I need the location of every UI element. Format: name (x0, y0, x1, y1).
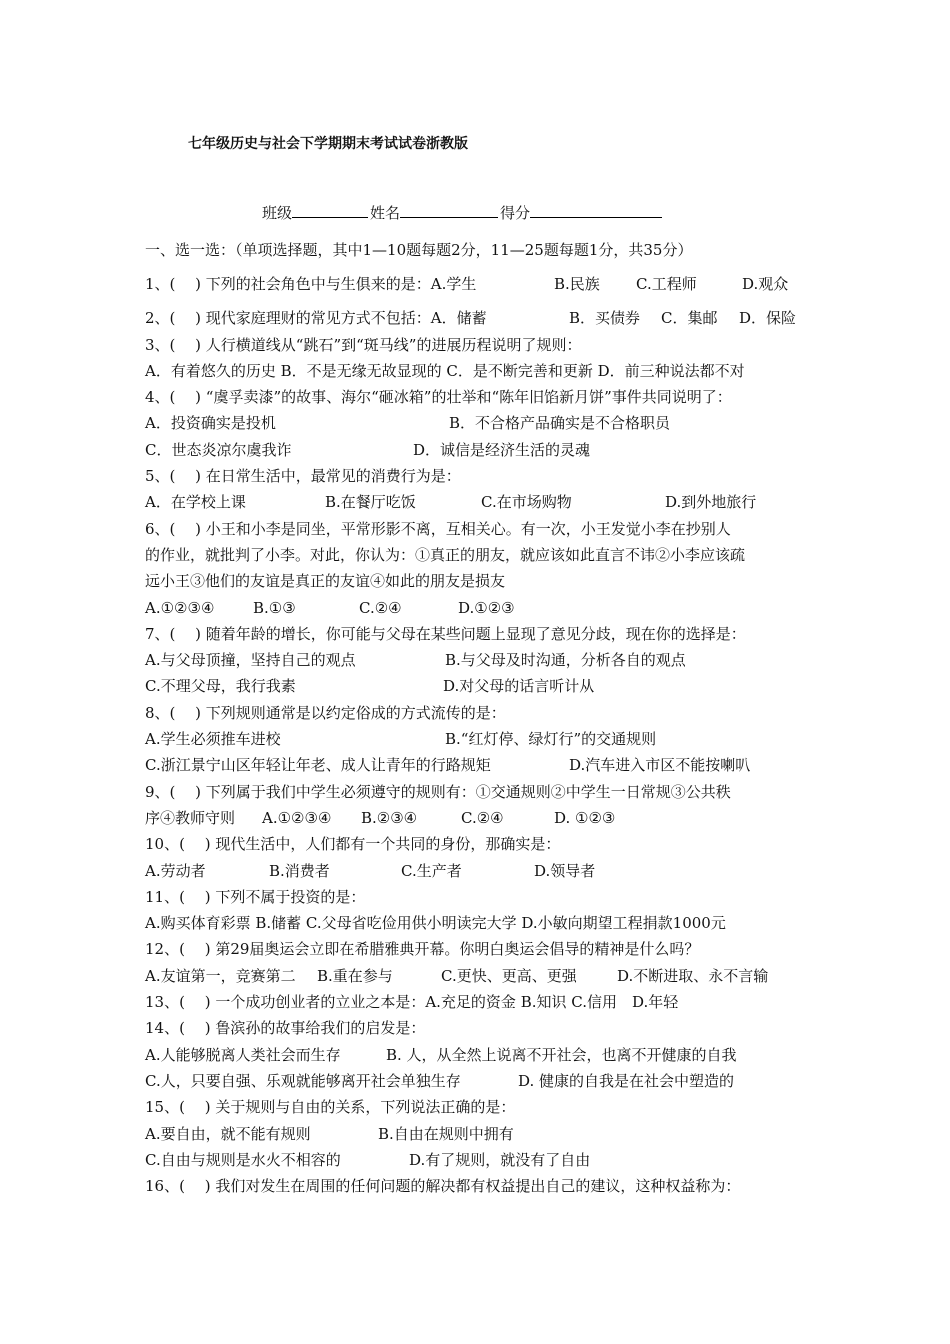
answer-option: D．诚信是经济生活的灵魂 (413, 440, 591, 459)
answer-option: D. 健康的自我是在社会中塑造的 (518, 1071, 735, 1090)
question-line (145, 384, 825, 410)
question-text: 9、( ) 下列属于我们中学生必须遵守的规则有：①交通规则②中学生一日常规③公共秩 (145, 782, 731, 801)
question-line (145, 779, 825, 805)
question-line (145, 963, 825, 989)
question-line (145, 673, 825, 699)
question-line (145, 989, 825, 1015)
question-line (145, 647, 825, 673)
answer-option: B.消费者 (269, 861, 330, 880)
question-line (145, 1068, 825, 1094)
answer-option: D.领导者 (534, 861, 596, 880)
question-text: A．在学校上课 (145, 493, 246, 512)
question-text: A．有着悠久的历史 B．不是无缘无故显现的 C．是不断完善和更新 D．前三种说法都不对 (145, 361, 745, 380)
question-line (145, 752, 825, 778)
question-line (145, 489, 825, 515)
question-line (145, 410, 825, 436)
question-line (145, 516, 825, 542)
question-text: C.人，只要自强、乐观就能够离开社会单独生存 (145, 1071, 461, 1090)
answer-option: B.②③④ (361, 808, 418, 827)
answer-option: D.观众 (742, 275, 789, 293)
answer-option: B. 人，从全然上说离不开社会，也离不开健康的自我 (386, 1045, 737, 1064)
answer-option: B.自由在规则中拥有 (378, 1124, 514, 1143)
question-text: A．投资确实是投机 (145, 414, 276, 433)
question-text: C．世态炎凉尔虞我诈 (145, 440, 292, 459)
question-line (145, 884, 825, 910)
question-line (145, 542, 825, 568)
question-list (145, 271, 825, 1199)
answer-option: C.生产者 (401, 861, 462, 880)
answer-option: C.工程师 (636, 275, 697, 293)
answer-option: C.在市场购物 (481, 493, 572, 512)
question-line (145, 1147, 825, 1173)
question-line (145, 305, 825, 331)
question-text: 14、( ) 鲁滨孙的故事给我们的启发是： (145, 1019, 426, 1038)
question-line (145, 700, 825, 726)
question-text: 3、( ) 人行横道线从“跳石”到“斑马线”的进展历程说明了规则： (145, 335, 582, 354)
class-label: 班级 (262, 204, 293, 222)
question-line (145, 831, 825, 857)
question-text: C.浙江景宁山区年轻让年老、成人让青年的行路规矩 (145, 756, 491, 775)
question-text: 7、( ) 随着年龄的增长，你可能与父母在某些问题上显现了意见分歧，现在你的选择是： (145, 624, 746, 643)
question-line (145, 910, 825, 936)
question-line (145, 463, 825, 489)
question-line (145, 726, 825, 752)
question-line (145, 805, 825, 831)
answer-option: B．买债券 (569, 309, 641, 328)
question-line (145, 1094, 825, 1120)
question-text: 4、( ) “虞孚卖漆”的故事、海尔“砸冰箱”的壮举和“陈年旧馅新月饼”事件共同说明了： (145, 388, 732, 407)
question-line (145, 1173, 825, 1199)
answer-option: C．集邮 (661, 309, 718, 328)
question-line (145, 858, 825, 884)
answer-option: A.①②③④ (262, 808, 332, 827)
answer-option: B.在餐厅吃饭 (325, 493, 416, 512)
name-blank[interactable] (400, 201, 498, 218)
question-text: 15、( ) 关于规则与自由的关系，下列说法正确的是： (145, 1098, 516, 1117)
question-text: A.要自由，就不能有规则 (145, 1124, 311, 1143)
question-line (145, 1121, 825, 1147)
question-line (145, 1042, 825, 1068)
answer-option: D．保险 (739, 309, 797, 328)
question-text: A.友谊第一，竞赛第二 (145, 966, 296, 985)
question-text: A.劳动者 (145, 861, 206, 880)
question-line (145, 271, 825, 297)
answer-option: B．不合格产品确实是不合格职员 (449, 414, 671, 433)
question-line (145, 332, 825, 358)
section-heading: 一、选一选：（单项选择题，其中1—10题每题2分，11—25题每题1分，共35分） (145, 241, 693, 259)
question-text: 8、( ) 下列规则通常是以约定俗成的方式流传的是： (145, 703, 506, 722)
name-label: 姓名 (370, 204, 401, 222)
answer-option: D.汽车进入市区不能按喇叭 (569, 756, 751, 775)
question-text: 6、( ) 小王和小李是同坐，平常形影不离，互相关心。有一次，小王发觉小李在抄别人 (145, 519, 731, 538)
answer-option: C.更快、更高、更强 (441, 966, 577, 985)
answer-option: B.“红灯停、绿灯行”的交通规则 (445, 730, 657, 749)
question-text: 的作业，就批判了小李。对此，你认为：①真正的朋友，就应该如此直言不讳②小李应该疏 (145, 545, 746, 564)
question-text: A.学生必须推车进校 (145, 730, 281, 749)
question-line (145, 621, 825, 647)
answer-option: B.重在参与 (317, 966, 393, 985)
answer-option: D. ①②③ (554, 808, 616, 827)
question-text: 序④教师守则 (145, 808, 236, 827)
answer-option: C.②④ (359, 598, 402, 617)
answer-option: B.①③ (253, 598, 296, 617)
question-line (145, 595, 825, 621)
answer-option: D.对父母的话言听计从 (443, 677, 595, 696)
score-blank[interactable] (530, 201, 662, 218)
question-text: 11、( ) 下列不属于投资的是： (145, 887, 366, 906)
question-text: 远小王③他们的友谊是真正的友谊④如此的朋友是损友 (145, 572, 506, 591)
question-line (145, 1015, 825, 1041)
question-text: 1、( ) 下列的社会角色中与生俱来的是：A.学生 (145, 275, 477, 293)
question-text: 16、( ) 我们对发生在周围的任何问题的解决都有权益提出自己的建议，这种权益称为： (145, 1177, 741, 1196)
answer-option: D.到外地旅行 (665, 493, 757, 512)
question-text: 5、( ) 在日常生活中，最常见的消费行为是： (145, 467, 461, 486)
question-line (145, 936, 825, 962)
exam-title: 七年级历史与社会下学期期末考试试卷浙教版 (188, 136, 468, 152)
answer-option: D.①②③ (458, 598, 515, 617)
class-blank[interactable] (292, 201, 368, 218)
question-text: 2、( ) 现代家庭理财的常见方式不包括：A．储蓄 (145, 309, 487, 328)
question-line (145, 437, 825, 463)
answer-option: D.不断进取、永不言输 (617, 966, 769, 985)
question-line (145, 568, 825, 594)
question-text: A.与父母顶撞，坚持自己的观点 (145, 651, 356, 670)
score-label: 得分 (500, 204, 531, 222)
answer-option: B.民族 (554, 275, 600, 293)
question-text: 13、( ) 一个成功创业者的立业之本是：A.充足的资金 B.知识 C.信用 D.年轻 (145, 993, 679, 1012)
question-text: 10、( ) 现代生活中，人们都有一个共同的身份，那确实是： (145, 835, 561, 854)
question-text: C.不理父母，我行我素 (145, 677, 296, 696)
question-text: A.购买体育彩票 B.储蓄 C.父母省吃俭用供小明读完大学 D.小敏向期望工程捐款1000元 (145, 914, 726, 933)
question-text: C.自由与规则是水火不相容的 (145, 1150, 341, 1169)
question-line (145, 358, 825, 384)
question-text: 12、( ) 第29届奥运会立即在希腊雅典开幕。你明白奥运会倡导的精神是什么吗？ (145, 940, 700, 959)
answer-option: B.与父母及时沟通，分析各自的观点 (445, 651, 686, 670)
answer-option: C.②④ (461, 808, 504, 827)
answer-option: D.有了规则，就没有了自由 (409, 1150, 591, 1169)
question-text: A.①②③④ (145, 598, 215, 617)
question-text: A.人能够脱离人类社会而生存 (145, 1045, 341, 1064)
student-info-fields (262, 201, 664, 223)
